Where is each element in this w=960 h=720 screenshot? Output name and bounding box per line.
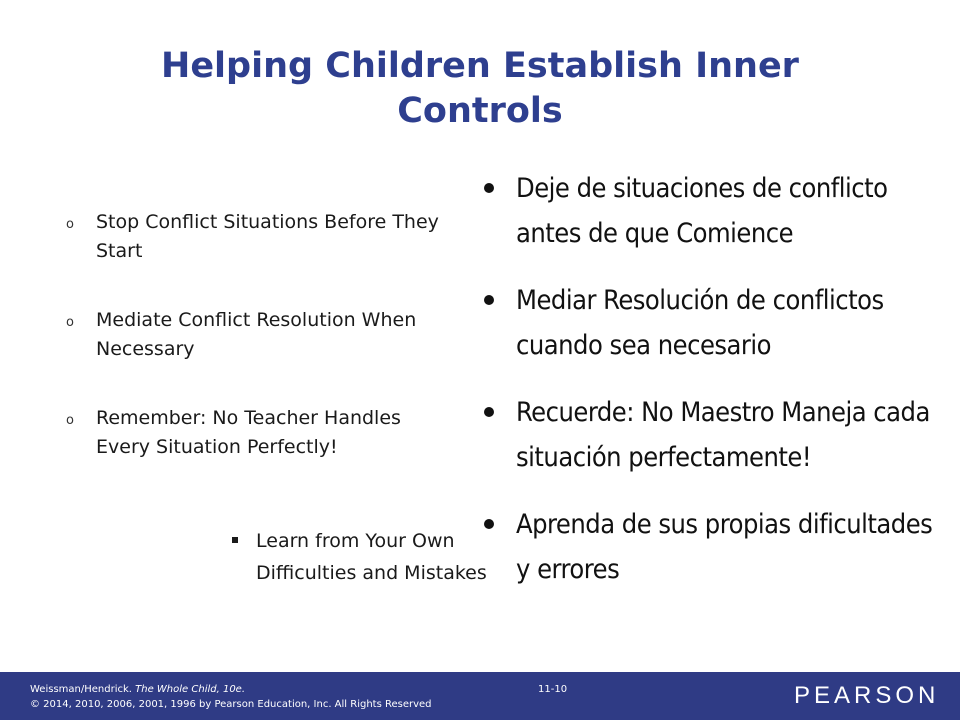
list-item [66,306,456,364]
list-item-text: Mediate Conflict Resolution When Necessary [96,309,417,360]
list-item-text: Mediar Resolución de conflictos cuando sea necesario [516,285,884,361]
dot-bullet-icon [484,407,494,417]
sub-list-item-text: Learn from Your Own Difficulties and Mistakes [256,530,487,584]
sub-list-item [232,525,496,589]
list-item [480,390,940,480]
slide-number: 11-10 [538,684,568,695]
list-item-text: Recuerde: No Maestro Maneja cada situación perfectamente! [516,397,930,473]
slide-title: Helping Children Establish Inner Controls [161,46,799,131]
dot-bullet-icon [484,519,494,529]
list-item-text: Deje de situaciones de conflicto antes de que Comience [516,173,888,249]
list-item [480,502,940,592]
circle-bullet-icon: o [66,217,74,232]
english-bullet-list [66,208,456,502]
list-item [480,166,940,256]
list-item-text: Stop Conflict Situations Before They Start [96,211,439,262]
footer-book-title: The Whole Child, 10e. [135,684,246,695]
list-item-text: Aprenda de sus propias dificultades y errores [516,509,933,585]
footer-authors: Weissman/Hendrick. [30,684,132,695]
pearson-logo: PEARSON [794,682,940,709]
spanish-bullet-list [480,166,940,614]
square-bullet-icon [232,537,238,543]
list-item-text: Remember: No Teacher Handles Every Situation Perfectly! [96,407,401,458]
footer-credit [30,684,245,695]
dot-bullet-icon [484,183,494,193]
footer-bar [0,672,960,720]
dot-bullet-icon [484,295,494,305]
circle-bullet-icon: o [66,413,74,428]
list-item [66,404,456,462]
list-item [480,278,940,368]
list-item [66,208,456,266]
circle-bullet-icon: o [66,315,74,330]
footer-copyright: © 2014, 2010, 2006, 2001, 1996 by Pearson Education, Inc. All Rights Reserved [30,699,432,710]
